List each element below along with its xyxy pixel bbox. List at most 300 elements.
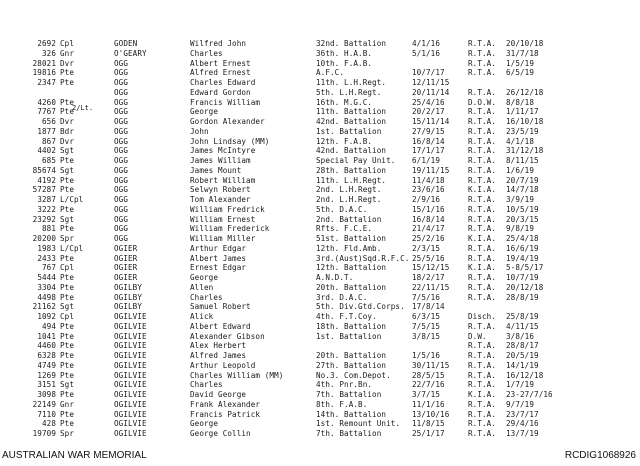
entry-service-number: 494 — [41, 321, 56, 331]
entry-service-number: 3222 — [37, 204, 56, 214]
entry-surname: OGG — [114, 185, 129, 195]
entry-service-number: 3304 — [37, 282, 56, 292]
entry-enlistment-date: 25/1/17 — [412, 429, 445, 438]
entry-service-number: 1092 — [37, 312, 56, 321]
entry-fate-date: 3/9/19 — [506, 195, 535, 204]
entry-enlistment-date: 18/2/17 — [412, 273, 445, 282]
entry-unit: 11th. Battalion — [316, 107, 387, 117]
entry-rank: Pte — [60, 360, 75, 370]
entry-enlistment-date: 7/5/16 — [412, 292, 441, 302]
entry-enlistment-date: 5/1/16 — [412, 48, 441, 58]
entry-unit: 42nd. Battalion — [316, 117, 387, 126]
entry-fate-date: 20/12/18 — [506, 282, 544, 292]
entry-rank: Bdr — [60, 126, 75, 136]
entry-unit: 18th. Battalion — [316, 321, 387, 331]
entry-fate-date: 31/12/18 — [506, 146, 544, 156]
entry-service-number: 2433 — [37, 253, 56, 263]
entry-fate: D.O.W. — [468, 97, 497, 107]
entry-rank: Dvr — [60, 117, 75, 126]
entry-surname: OGG — [114, 58, 129, 68]
entry-given-names: Charles — [190, 380, 223, 390]
entry-given-names: James Mount — [190, 165, 242, 175]
roll-entry — [0, 428, 640, 440]
entry-fate: R.T.A. — [468, 282, 497, 292]
entry-fate-date: 1/11/17 — [506, 107, 539, 117]
entry-enlistment-date: 2/9/16 — [412, 195, 441, 204]
entry-fate-date: 20/10/18 — [506, 39, 544, 48]
entry-given-names: John — [190, 126, 209, 136]
entry-surname: OGG — [114, 136, 129, 146]
entry-service-number: 28021 — [32, 58, 56, 68]
entry-enlistment-date: 22/11/15 — [412, 282, 450, 292]
entry-given-names: Ernest Edgar — [190, 263, 247, 273]
entry-enlistment-date: 25/5/16 — [412, 253, 445, 263]
entry-surname: OGIER — [114, 253, 138, 263]
entry-service-number: 326 — [41, 48, 56, 58]
entry-rank: Pte — [60, 204, 75, 214]
entry-given-names: Frank Alexander — [190, 399, 261, 409]
entry-enlistment-date: 1/5/16 — [412, 351, 441, 360]
entry-fate-date: 25/4/18 — [506, 234, 539, 243]
entry-surname: OGILVIE — [114, 370, 147, 380]
entry-surname: OGG — [114, 214, 129, 224]
entry-rank: L/Cpl — [60, 243, 84, 253]
entry-fate: R.T.A. — [468, 87, 497, 97]
entry-service-number: 85674 — [32, 165, 56, 175]
entry-fate-date: 4/11/15 — [506, 321, 539, 331]
entry-unit: 28th. Battalion — [316, 165, 387, 175]
entry-enlistment-date: 25/2/16 — [412, 234, 445, 243]
entry-surname: OGILVIE — [114, 351, 147, 360]
entry-enlistment-date: 10/7/17 — [412, 68, 445, 78]
entry-given-names: Alexander Gibson — [190, 331, 265, 341]
entry-rank: Sgt — [60, 380, 75, 390]
entry-rank: Pte — [60, 107, 75, 117]
entry-given-names: Tom Alexander — [190, 195, 251, 204]
entry-service-number: 19816 — [32, 68, 56, 78]
entry-enlistment-date: 7/5/15 — [412, 321, 441, 331]
entry-fate: R.T.A. — [468, 399, 497, 409]
entry-enlistment-date: 4/1/16 — [412, 39, 441, 48]
entry-fate: R.T.A. — [468, 224, 497, 234]
entry-rank: Pte — [60, 419, 75, 429]
entry-surname: OGILBY — [114, 302, 143, 312]
entry-enlistment-date: 11/4/18 — [412, 175, 445, 185]
entry-rank: Sgt — [60, 165, 75, 175]
entry-surname: OGG — [114, 68, 129, 78]
entry-surname: OGILVIE — [114, 419, 147, 429]
entry-rank: Spr — [60, 429, 75, 438]
entry-rank: Pte — [60, 175, 75, 185]
entry-unit: 7th. Battalion — [316, 390, 382, 399]
entry-enlistment-date: 20/2/17 — [412, 107, 445, 117]
entry-unit: 16th. M.G.C. — [316, 97, 373, 107]
entry-service-number: 22149 — [32, 399, 56, 409]
entry-given-names: Charles — [190, 48, 223, 58]
entry-fate: R.T.A. — [468, 107, 497, 117]
entry-enlistment-date: 11/1/16 — [412, 399, 445, 409]
entry-surname: OGILBY — [114, 292, 143, 302]
entry-unit: 3rd. D.A.C. — [316, 292, 368, 302]
entry-service-number: 19709 — [32, 429, 56, 438]
entry-service-number: 656 — [41, 117, 56, 126]
entry-unit: A.N.D.T. — [316, 273, 354, 282]
entry-given-names: Wilfred John — [190, 39, 247, 48]
entry-unit: 5th. L.H.Regt. — [316, 87, 382, 97]
entry-fate: R.T.A. — [468, 126, 497, 136]
entry-service-number: 3287 — [37, 195, 56, 204]
entry-unit: 2nd. L.H.Regt. — [316, 195, 382, 204]
entry-fate: R.T.A. — [468, 380, 497, 390]
entry-rank: Pte — [60, 97, 75, 107]
entry-enlistment-date: 3/8/15 — [412, 331, 441, 341]
entry-fate-date: 31/7/18 — [506, 48, 539, 58]
entry-rank: Pte — [60, 409, 75, 419]
entry-surname: OGIER — [114, 243, 138, 253]
entry-rank: Pte — [60, 321, 75, 331]
entry-surname: OGG — [114, 224, 129, 234]
entry-surname: GODEN — [114, 39, 138, 48]
entry-fate: K.I.A. — [468, 390, 497, 399]
entry-service-number: 881 — [41, 224, 56, 234]
entry-fate-date: 25/8/19 — [506, 312, 539, 321]
entry-unit: 10th. F.A.B. — [316, 58, 373, 68]
entry-service-number: 7767 — [37, 107, 56, 117]
entry-enlistment-date: 3/7/15 — [412, 390, 441, 399]
entry-fate: R.T.A. — [468, 360, 497, 370]
entry-fate-date: 5-8/5/17 — [506, 263, 544, 273]
entry-enlistment-date: 6/1/19 — [412, 156, 441, 165]
entry-unit: 4th. F.T.Coy. — [316, 312, 377, 321]
entry-service-number: 4192 — [37, 175, 56, 185]
entry-service-number: 21162 — [32, 302, 56, 312]
entry-service-number: 57287 — [32, 185, 56, 195]
entry-given-names: Alfred James — [190, 351, 247, 360]
entry-enlistment-date: 16/8/14 — [412, 214, 445, 224]
entry-fate-date: 3/8/16 — [506, 331, 535, 341]
entry-given-names: George — [190, 107, 219, 117]
entry-rank: Pte — [60, 282, 75, 292]
entry-fate: Disch. — [468, 312, 497, 321]
entry-unit: 11th. L.H.Regt. — [316, 175, 387, 185]
entry-surname: OGG — [114, 156, 129, 165]
entry-fate-date: 1/7/19 — [506, 380, 535, 390]
entry-rank: Sgt — [60, 214, 75, 224]
entry-enlistment-date: 13/10/16 — [412, 409, 450, 419]
entry-service-number: 867 — [41, 136, 56, 146]
entry-surname: O'GEARY — [114, 48, 147, 58]
entry-enlistment-date: 22/7/16 — [412, 380, 445, 390]
entry-enlistment-date: 25/4/16 — [412, 97, 445, 107]
entry-given-names: Francis William — [190, 97, 261, 107]
entry-unit: 32nd. Battalion — [316, 39, 387, 48]
entry-fate: R.T.A. — [468, 341, 497, 351]
entry-fate-date: 14/7/18 — [506, 185, 539, 195]
entry-service-number: 5444 — [37, 273, 56, 282]
entry-unit: 36th. H.A.B. — [316, 48, 373, 58]
entry-service-number: 1877 — [37, 126, 56, 136]
entry-unit: 11th. L.H.Regt. — [316, 78, 387, 87]
entry-given-names: William Miller — [190, 234, 256, 243]
entry-enlistment-date: 17/8/14 — [412, 302, 445, 312]
entry-rank: Cpl — [60, 263, 75, 273]
entry-fate-date: 13/7/19 — [506, 429, 539, 438]
entry-unit: 14th. Battalion — [316, 409, 387, 419]
entry-surname: OGILVIE — [114, 390, 147, 399]
entry-fate-date: 28/8/17 — [506, 341, 539, 351]
entry-rank: Pte — [60, 331, 75, 341]
entry-given-names: Charles William (MM) — [190, 370, 284, 380]
entry-rank: Pte — [60, 351, 75, 360]
entry-fate: R.T.A. — [468, 39, 497, 48]
entry-given-names: George Collin — [190, 429, 251, 438]
entry-enlistment-date: 27/9/15 — [412, 126, 445, 136]
entry-fate-date: 8/8/18 — [506, 97, 535, 107]
entry-service-number: 685 — [41, 156, 56, 165]
entry-fate: D.W. — [468, 331, 487, 341]
entry-surname: OGG — [114, 165, 129, 175]
entry-rank: Spr — [60, 234, 75, 243]
entry-enlistment-date: 16/8/14 — [412, 136, 445, 146]
entry-given-names: Edward Gordon — [190, 87, 251, 97]
entry-rank: Pte — [60, 341, 75, 351]
entry-surname: OGG — [114, 146, 129, 156]
entry-service-number: 2347 — [37, 78, 56, 87]
entry-rank: Pte — [60, 224, 75, 234]
entry-surname: OGIER — [114, 273, 138, 282]
entry-fate-date: 28/8/19 — [506, 292, 539, 302]
entry-unit: 2nd. Battalion — [316, 214, 382, 224]
entry-service-number: 2692 — [37, 39, 56, 48]
entry-unit: Special Pay Unit. — [316, 156, 396, 165]
entry-surname: OGILVIE — [114, 331, 147, 341]
entry-enlistment-date: 17/1/17 — [412, 146, 445, 156]
entry-unit: 5th. D.A.C. — [316, 204, 368, 214]
entry-fate: R.T.A. — [468, 243, 497, 253]
entry-fate: R.T.A. — [468, 253, 497, 263]
entry-given-names: Albert Edward — [190, 321, 251, 331]
footer-reference: RCDIG1068926 — [564, 450, 636, 461]
entry-fate-date: 9/8/19 — [506, 224, 535, 234]
entry-surname: OGILVIE — [114, 409, 147, 419]
entry-fate: R.T.A. — [468, 175, 497, 185]
entry-fate-date: 23/7/17 — [506, 409, 539, 419]
entry-service-number: 6328 — [37, 351, 56, 360]
entry-rank: Pte — [60, 390, 75, 399]
entry-surname: OGG — [114, 117, 129, 126]
entry-given-names: James William — [190, 156, 251, 165]
entry-given-names: Selwyn Robert — [190, 185, 251, 195]
entry-fate-date: 16/10/18 — [506, 117, 544, 126]
entry-surname: OGG — [114, 78, 129, 87]
entry-fate: R.T.A. — [468, 429, 497, 438]
entry-rank: Pte — [60, 273, 75, 282]
entry-given-names: George — [190, 419, 219, 429]
entry-service-number: 4498 — [37, 292, 56, 302]
entry-unit: 1st. Battalion — [316, 331, 382, 341]
entry-fate-date: 14/1/19 — [506, 360, 539, 370]
entry-given-names: Samuel Robert — [190, 302, 251, 312]
entry-rank: Pte — [60, 185, 75, 195]
entry-unit: 2nd. L.H.Regt. — [316, 185, 382, 195]
entry-fate: R.T.A. — [468, 370, 497, 380]
entry-surname: OGILBY — [114, 282, 143, 292]
entry-rank: Pte — [60, 68, 75, 78]
entry-surname: OGG — [114, 195, 129, 204]
entry-rank: Pte — [60, 78, 75, 87]
entry-surname: OGILVIE — [114, 312, 147, 321]
entry-service-number: 1269 — [37, 370, 56, 380]
entry-unit: Rfts. F.C.E. — [316, 224, 373, 234]
entry-unit: No.3. Com.Depot. — [316, 370, 391, 380]
entry-surname: OGILVIE — [114, 341, 147, 351]
entry-unit: 1st. Remount Unit. — [316, 419, 401, 429]
entry-enlistment-date: 28/5/15 — [412, 370, 445, 380]
entry-surname: OGG — [114, 107, 129, 117]
entry-enlistment-date: 6/3/15 — [412, 312, 441, 321]
entry-given-names: Arthur Edgar — [190, 243, 247, 253]
entry-fate-date: 10/5/19 — [506, 204, 539, 214]
entry-service-number: 428 — [41, 419, 56, 429]
entry-unit: 27th. Battalion — [316, 360, 387, 370]
entry-fate: R.T.A. — [468, 351, 497, 360]
entry-surname: OGILVIE — [114, 380, 147, 390]
entry-given-names: Alex Herbert — [190, 341, 247, 351]
entry-given-names: Robert William — [190, 175, 256, 185]
entry-unit: 20th. Battalion — [316, 351, 387, 360]
entry-fate: K.I.A. — [468, 185, 497, 195]
entry-enlistment-date: 11/8/15 — [412, 419, 445, 429]
entry-unit: 7th. Battalion — [316, 429, 382, 438]
entry-enlistment-date: 20/11/14 — [412, 87, 450, 97]
entry-fate-date: 6/5/19 — [506, 68, 535, 78]
entry-service-number: 1041 — [37, 331, 56, 341]
entry-rank: Dvr — [60, 58, 75, 68]
entry-fate-date: 16/6/19 — [506, 243, 539, 253]
entry-fate: R.T.A. — [468, 273, 497, 282]
entry-fate: R.T.A. — [468, 204, 497, 214]
entry-given-names: Arthur Leopold — [190, 360, 256, 370]
entry-fate: R.T.A. — [468, 419, 497, 429]
entry-given-names: Charles — [190, 292, 223, 302]
entry-rank: Sgt — [60, 302, 75, 312]
entry-fate-date: 8/11/15 — [506, 156, 539, 165]
entry-fate: R.T.A. — [468, 195, 497, 204]
entry-fate: K.I.A. — [468, 234, 497, 243]
entry-rank: Cpl — [60, 39, 75, 48]
entry-given-names: Alick — [190, 312, 214, 321]
entry-fate-date: 1/6/19 — [506, 165, 535, 175]
entry-fate-date: 26/12/18 — [506, 87, 544, 97]
entry-surname: OGILVIE — [114, 399, 147, 409]
entry-fate: R.T.A. — [468, 214, 497, 224]
entry-fate: R.T.A. — [468, 136, 497, 146]
entry-enlistment-date: 21/4/17 — [412, 224, 445, 234]
margin-annotation: 2/Lt. — [72, 104, 94, 112]
entry-rank: Pte — [60, 370, 75, 380]
entry-rank: Dvr — [60, 136, 75, 146]
entry-rank: Sgt — [60, 146, 75, 156]
entry-fate: R.T.A. — [468, 156, 497, 165]
entry-rank: Pte — [60, 156, 75, 165]
entry-enlistment-date: 30/11/15 — [412, 360, 450, 370]
entry-unit: 12th. Battalion — [316, 263, 387, 273]
entry-surname: OGILVIE — [114, 360, 147, 370]
entry-service-number: 4460 — [37, 341, 56, 351]
entry-service-number: 4749 — [37, 360, 56, 370]
entry-given-names: George — [190, 273, 219, 282]
entry-surname: OGIER — [114, 263, 138, 273]
entry-surname: OGG — [114, 126, 129, 136]
entry-service-number: 767 — [41, 263, 56, 273]
entry-fate: R.T.A. — [468, 409, 497, 419]
entry-fate-date: 4/1/18 — [506, 136, 535, 146]
entry-fate: R.T.A. — [468, 48, 497, 58]
entry-unit: 3rd.(Aust)Sqd.R.F.C. — [316, 253, 410, 263]
entry-unit: 8th. F.A.B. — [316, 399, 368, 409]
entry-service-number: 1983 — [37, 243, 56, 253]
entry-surname: OGILVIE — [114, 429, 147, 438]
entry-service-number: 4402 — [37, 146, 56, 156]
entry-unit: 42nd. Battalion — [316, 146, 387, 156]
entry-fate: R.T.A. — [468, 68, 497, 78]
entry-unit: 51st. Battalion — [316, 234, 387, 243]
entry-unit: 12th. Fld.Amb. — [316, 243, 382, 253]
entry-surname: OGG — [114, 204, 129, 214]
entry-given-names: Albert Ernest — [190, 58, 251, 68]
entry-fate: R.T.A. — [468, 165, 497, 175]
entry-enlistment-date: 15/1/16 — [412, 204, 445, 214]
entry-service-number: 20200 — [32, 234, 56, 243]
entry-surname: OGG — [114, 87, 129, 97]
entry-given-names: Allen — [190, 282, 214, 292]
entry-surname: OGG — [114, 97, 129, 107]
entry-surname: OGILVIE — [114, 321, 147, 331]
entry-enlistment-date: 12/11/15 — [412, 78, 450, 87]
entry-service-number: 3151 — [37, 380, 56, 390]
entry-enlistment-date: 23/6/16 — [412, 185, 445, 195]
entry-fate: K.I.A. — [468, 263, 497, 273]
entry-fate-date: 9/7/19 — [506, 399, 535, 409]
entry-given-names: Charles Edward — [190, 78, 256, 87]
entry-unit: A.F.C. — [316, 68, 345, 78]
entry-fate-date: 20/5/19 — [506, 351, 539, 360]
entry-service-number: 7110 — [37, 409, 56, 419]
entry-rank: Pte — [60, 292, 75, 302]
entry-unit: 1st. Battalion — [316, 126, 382, 136]
entry-unit: 5th. Div.Gtd.Corps. — [316, 302, 405, 312]
entry-fate-date: 23/5/19 — [506, 126, 539, 136]
entry-surname: OGG — [114, 234, 129, 243]
entry-enlistment-date: 15/12/15 — [412, 263, 450, 273]
entry-fate: R.T.A. — [468, 321, 497, 331]
entry-fate: R.T.A. — [468, 58, 497, 68]
entry-service-number: 4260 — [37, 97, 56, 107]
entry-unit: 4th. Pnr.Bn. — [316, 380, 373, 390]
entry-rank: Cpl — [60, 312, 75, 321]
entry-given-names: William Fredrick — [190, 204, 265, 214]
entry-enlistment-date: 2/3/15 — [412, 243, 441, 253]
entry-given-names: William Frederick — [190, 224, 270, 234]
entry-fate: R.T.A. — [468, 292, 497, 302]
entry-service-number: 3098 — [37, 390, 56, 399]
entry-rank: L/Cpl — [60, 195, 84, 204]
entry-given-names: Francis Patrick — [190, 409, 261, 419]
entry-unit: 20th. Battalion — [316, 282, 387, 292]
entry-enlistment-date: 15/11/14 — [412, 117, 450, 126]
entry-given-names: Gordon Alexander — [190, 117, 265, 126]
entry-fate-date: 20/3/15 — [506, 214, 539, 224]
